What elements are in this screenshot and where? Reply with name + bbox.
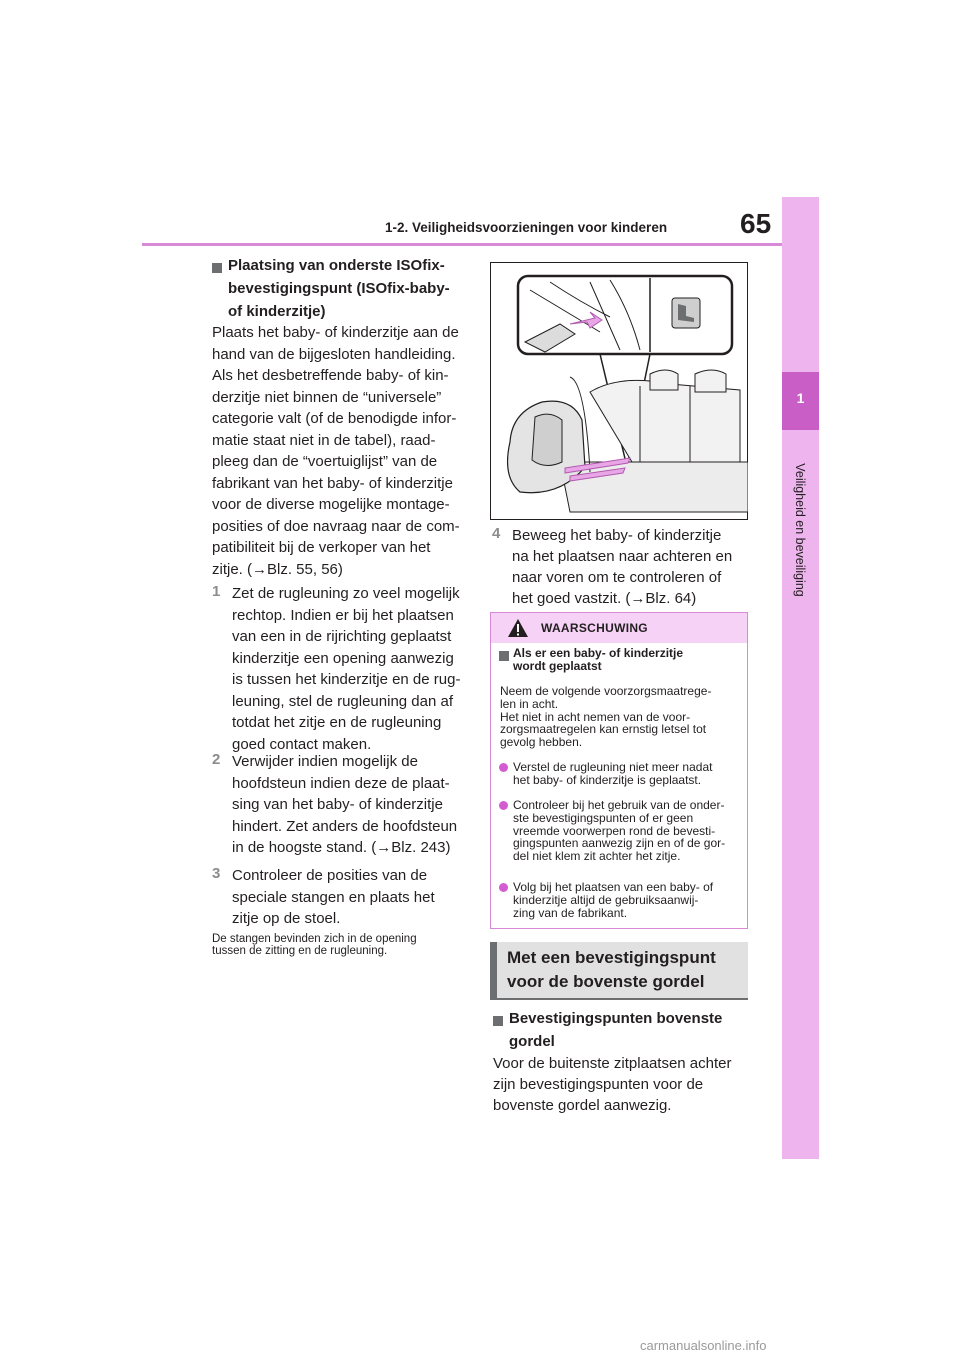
warning-intro-line: gevolg hebben. [500, 735, 583, 750]
warning-header [491, 613, 747, 643]
warning-bullet-line: het baby- of kinderzitje is geplaatst. [513, 772, 702, 787]
step-line: sing van het baby- of kinderzitje [232, 796, 443, 813]
warning-intro-line: len in acht. [500, 696, 559, 711]
step-line: in de hoogste stand. (→Blz. 243) [232, 839, 451, 856]
intro-line: fabrikant van het baby- of kinderzitje [212, 474, 453, 492]
warning-bullet-dot [499, 883, 508, 892]
section-title: 1-2. Veiligheidsvoorzieningen voor kinderen [385, 220, 668, 235]
watermark: carmanualsonline.info [640, 1338, 767, 1353]
step-4-line-2: na het plaatsen naar achteren en [512, 548, 733, 565]
header-rule [142, 243, 782, 246]
step-number: 1 [212, 583, 221, 600]
subsection-line-1: Voor de buitenste zitplaatsen achter [493, 1055, 732, 1072]
warning-bullet-dot [499, 763, 508, 772]
chapter-label-text: Veiligheid en beveiliging [793, 463, 807, 597]
intro-line: Plaats het baby- of kinderzitje aan de [212, 324, 459, 341]
intro-line: Als het desbetreffende baby- of kin- [212, 367, 449, 384]
chapter-side-tab [782, 197, 819, 1159]
step-line: rechtop. Indien er bij het plaatsen [232, 606, 454, 624]
warning-bullet-line: kinderzitje altijd de gebruiksaanwij- [513, 892, 699, 907]
warning-subheading-line-1: Als er een baby- of kinderzitje [513, 646, 684, 660]
subsection-line-3: bovenste gordel aanwezig. [493, 1097, 672, 1114]
step-line: is tussen het kinderzitje en de rug- [232, 671, 461, 688]
warning-bullet-dot [499, 801, 508, 810]
intro-line: posities of doe navraag naar de com- [212, 517, 460, 535]
warning-title: WAARSCHUWING [541, 621, 648, 635]
note-line-2: tussen de zitting en de rugleuning. [212, 945, 388, 957]
section-bullet-square [212, 263, 222, 273]
step-number: 2 [212, 751, 221, 768]
step-line: kinderzitje een opening aanwezig [232, 649, 454, 667]
page-number: 65 [740, 208, 772, 239]
section-heading-line-2: bevestigingspunt (ISOfix-baby- [228, 280, 450, 297]
intro-line: voor de diverse mogelijke montage- [212, 496, 450, 513]
warning-bullet-line: vreemde voorwerpen rond de bevesti- [513, 823, 716, 838]
step-line: zitje op de stoel. [232, 910, 341, 927]
heading-box-line-2: voor de bovenste gordel [507, 972, 705, 991]
intro-line: hand van de bijgesloten handleiding. [212, 345, 456, 363]
step-4-line-1: Beweeg het baby- of kinderzitje [512, 527, 722, 544]
subsection-bullet-square [493, 1016, 503, 1026]
intro-line: categorie valt (of de benodigde infor- [212, 410, 457, 427]
step-line: hoofdsteun indien deze de plaat- [232, 774, 450, 792]
section-heading-line-3: of kinderzitje) [228, 303, 326, 320]
warning-intro-line: Het niet in acht nemen van de voor- [500, 709, 691, 724]
step-4-line-3: naar voren om te controleren of [512, 569, 722, 586]
heading-box-line-1: Met een bevestigingspunt [507, 948, 716, 967]
step-number: 3 [212, 865, 221, 882]
warning-intro-line: Neem de volgende voorzorgsmaatrege- [500, 684, 712, 698]
warning-bullet-line: Volg bij het plaatsen van een baby- of [513, 880, 714, 894]
intro-line: pleeg dan de “voertuiglijst” van de [212, 453, 438, 470]
subsection-line-2: zijn bevestigingspunten voor de [493, 1076, 704, 1093]
step-line: totdat het zitje en de rugleuning [232, 714, 442, 731]
step-line: Verwijder indien mogelijk de [232, 753, 418, 770]
chapter-label [754, 440, 846, 620]
warning-box [490, 612, 748, 929]
chapter-number: 1 [796, 390, 805, 406]
warning-intro-line: zorgsmaatregelen kan ernstig letsel tot [500, 722, 707, 737]
warning-bullet-line: ste bevestigingspunten of er geen [513, 810, 694, 825]
step-line: Zet de rugleuning zo veel mogelijk [232, 585, 460, 602]
isofix-illustration-svg [490, 262, 748, 520]
warning-bullet-line: gingspunten aanwezig zijn en of de gor- [513, 836, 726, 851]
warning-bullet-line: zing van de fabrikant. [513, 905, 628, 920]
step-line: leuning, stel de rugleuning dan af [232, 692, 454, 710]
step-number-4: 4 [492, 525, 501, 542]
step-line: hindert. Zet anders de hoofdsteun [232, 817, 458, 835]
step-4-line-4: het goed vastzit. (→Blz. 64) [512, 590, 697, 607]
subsection-heading-line-2: gordel [509, 1033, 555, 1050]
intro-line: derzitje niet binnen de “universele” [212, 388, 442, 406]
warning-bullet-line: Verstel de rugleuning niet meer nadat [513, 760, 713, 774]
step-line: van een in de rijrichting geplaatst [232, 628, 452, 645]
warning-bullet-line: del niet klem zit achter het zitje. [513, 849, 681, 864]
intro-line: patibiliteit bij de verkoper van het [212, 539, 431, 556]
isofix-seat-illustration [490, 262, 748, 520]
section-heading-line-1: Plaatsing van onderste ISOfix- [228, 257, 445, 274]
intro-line: matie staat niet in de tabel), raad- [212, 431, 436, 449]
warning-subheading-line-2: wordt geplaatst [513, 659, 602, 673]
intro-line: zitje. (→Blz. 55, 56) [212, 560, 343, 578]
top-tether-heading-box [490, 942, 748, 1000]
warning-sub-square [499, 651, 509, 661]
subsection-heading-line-1: Bevestigingspunten bovenste [509, 1010, 723, 1027]
step-line: goed contact maken. [232, 735, 372, 753]
note-line-1: De stangen bevinden zich in de opening [212, 933, 417, 945]
step-line: Controleer de posities van de [232, 867, 428, 884]
warning-bullet-line: Controleer bij het gebruik van de onder- [513, 798, 725, 812]
step-line: speciale stangen en plaats het [232, 888, 435, 906]
warning-triangle-icon [507, 618, 529, 638]
